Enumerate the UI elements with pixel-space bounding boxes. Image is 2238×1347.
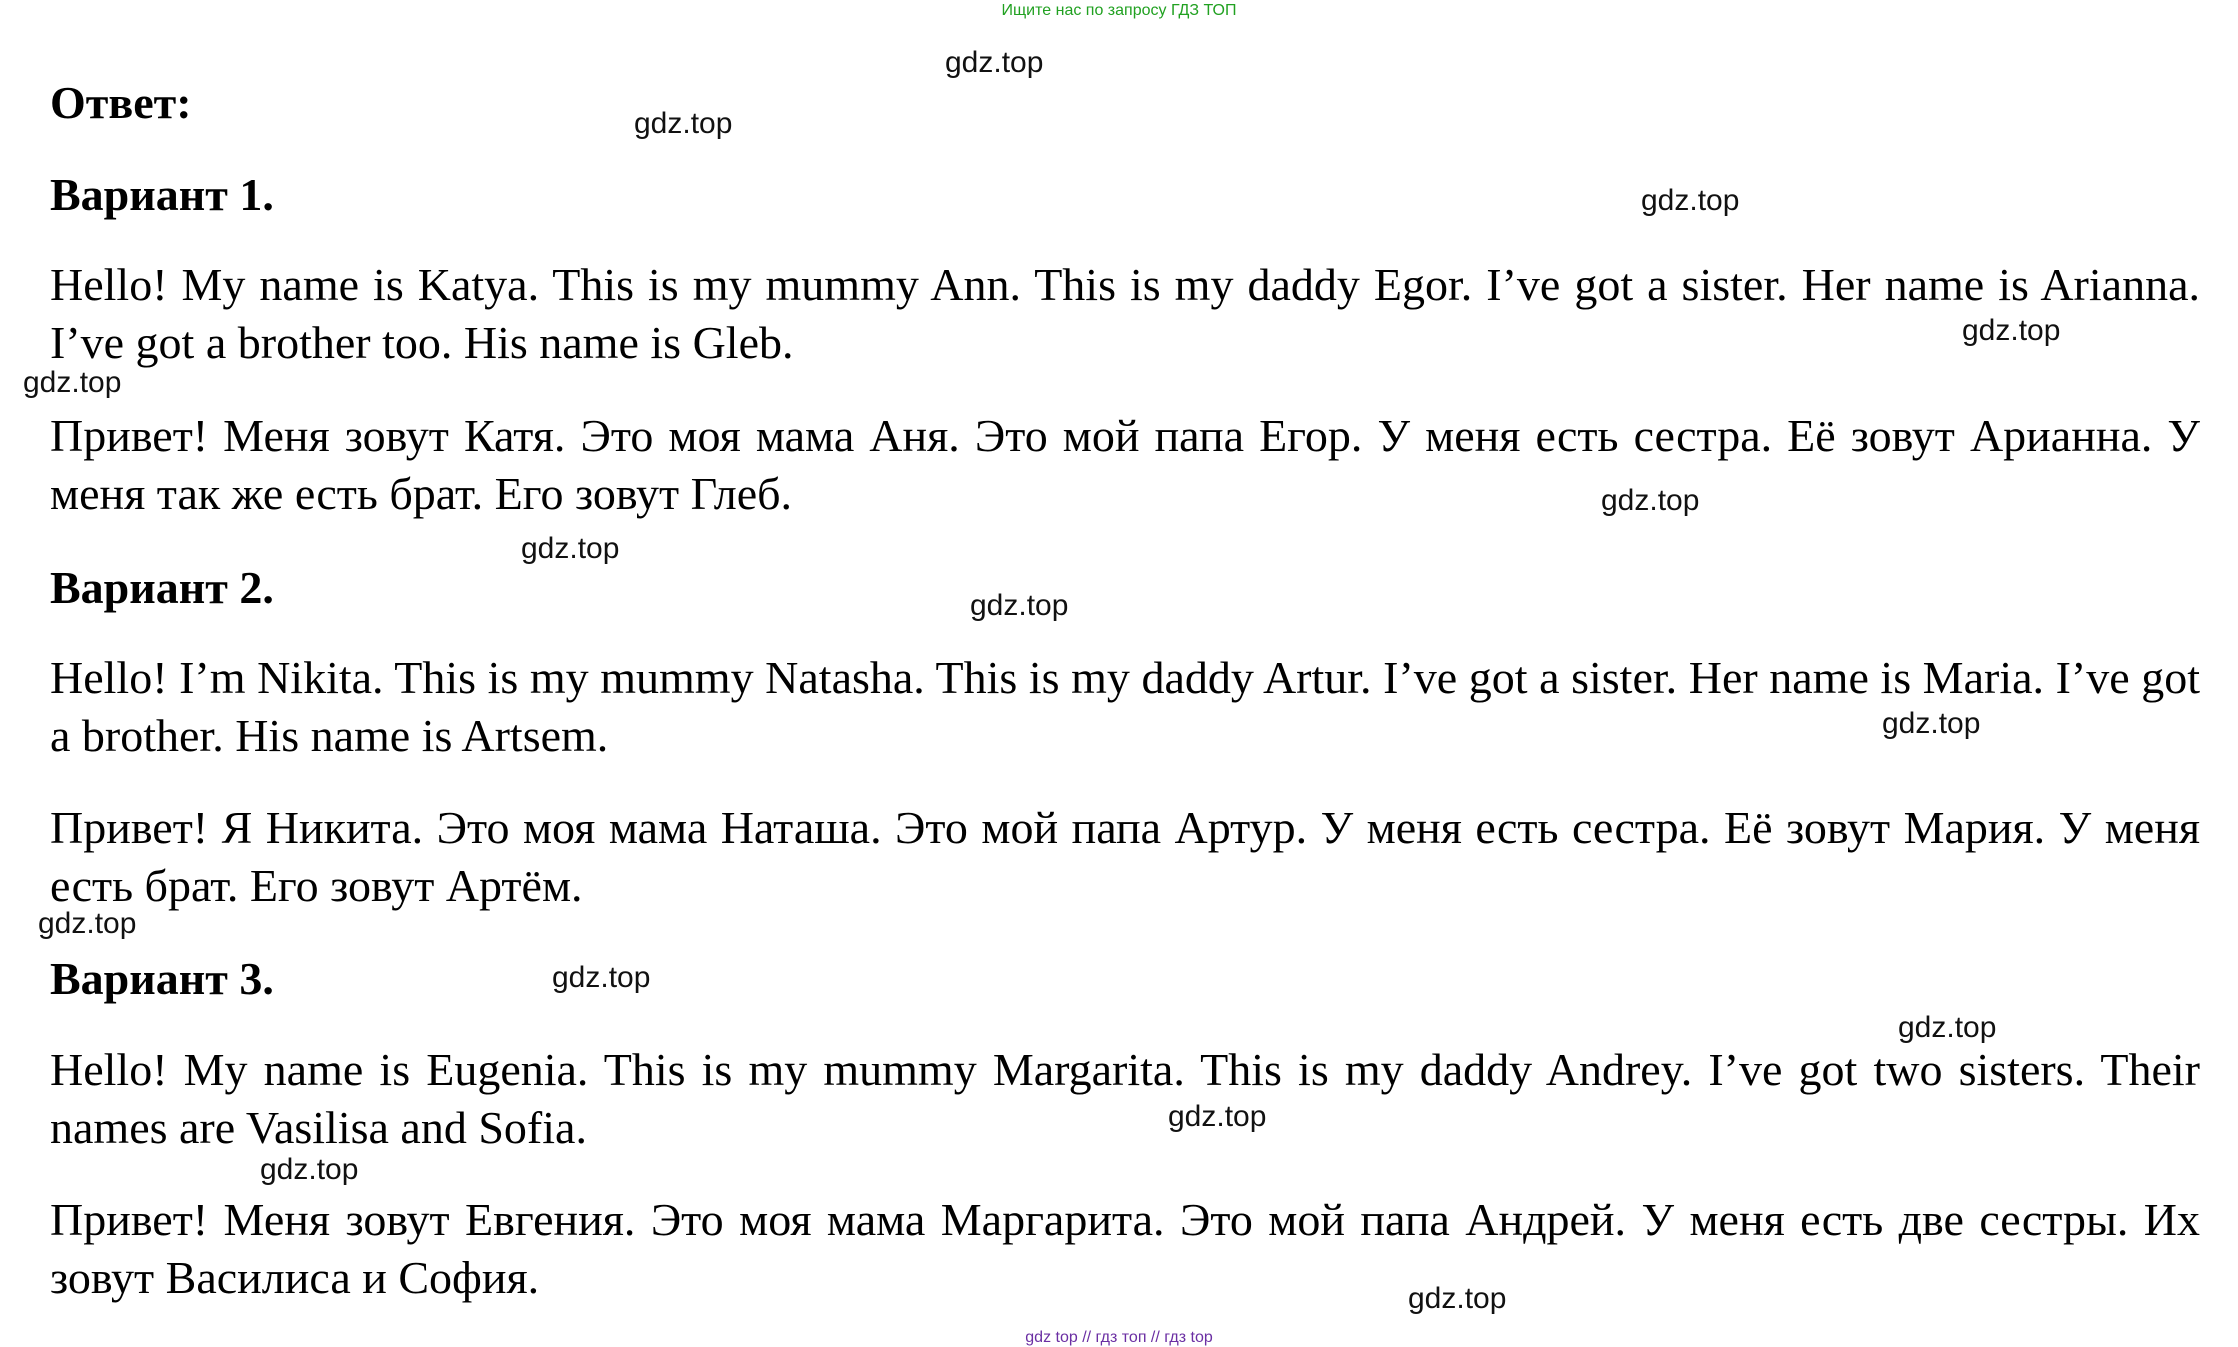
watermark: gdz.top: [521, 532, 620, 565]
variant-1-english-text: Hello! My name is Katya. This is my mummy Ann. This is my daddy Egor. I’ve got a sister. Her name is Arianna. I’ve got a brother too. His name is Gleb.: [50, 259, 2200, 368]
watermark: gdz.top: [1408, 1282, 1507, 1315]
variant-2-english-text: Hello! I’m Nikita. This is my mummy Natasha. This is my daddy Artur. I’ve got a sister. Her name is Maria. I’ve got a brother. His name is Artsem.: [50, 652, 2200, 761]
variant-3-english-text: Hello! My name is Eugenia. This is my mummy Margarita. This is my daddy Andrey. I’ve got two sisters. Their names are Vasilisa and Sofia.: [50, 1044, 2200, 1153]
watermark: gdz.top: [1898, 1011, 1997, 1044]
watermark: gdz.top: [634, 107, 733, 140]
watermark: gdz.top: [970, 589, 1069, 622]
watermark: gdz.top: [38, 907, 137, 940]
answer-heading: Ответ:: [50, 77, 192, 128]
variant-3-title: Вариант 3.: [50, 953, 274, 1004]
watermark: gdz.top: [260, 1153, 359, 1186]
watermark: gdz.top: [552, 961, 651, 994]
watermark: gdz.top: [1641, 184, 1740, 217]
variant-3-russian-text: Привет! Меня зовут Евгения. Это моя мама Маргарита. Это мой папа Андрей. У меня есть две сестры. Их зовут Василиса и София.: [50, 1194, 2200, 1303]
watermark: gdz.top: [1962, 314, 2061, 347]
watermark: gdz.top: [945, 46, 1044, 79]
watermark: gdz.top: [1882, 707, 1981, 740]
top-banner: Ищите нас по запросу ГДЗ ТОП: [1001, 2, 1237, 19]
variant-2-russian-text: Привет! Я Никита. Это моя мама Наташа. Это мой папа Артур. У меня есть сестра. Её зовут Мария. У меня есть брат. Его зовут Артём.: [50, 802, 2200, 911]
variant-1-russian-text: Привет! Меня зовут Катя. Это моя мама Аня. Это мой папа Егор. У меня есть сестра. Её зовут Арианна. У меня так же есть брат. Его зовут Глеб.: [50, 410, 2200, 519]
bottom-banner: gdz top // гдз топ // гдз top: [1025, 1329, 1213, 1346]
variant-1-title: Вариант 1.: [50, 169, 274, 220]
variant-2-title: Вариант 2.: [50, 562, 274, 613]
watermark: gdz.top: [1168, 1100, 1267, 1133]
watermark: gdz.top: [1601, 484, 1700, 517]
watermark: gdz.top: [23, 366, 122, 399]
